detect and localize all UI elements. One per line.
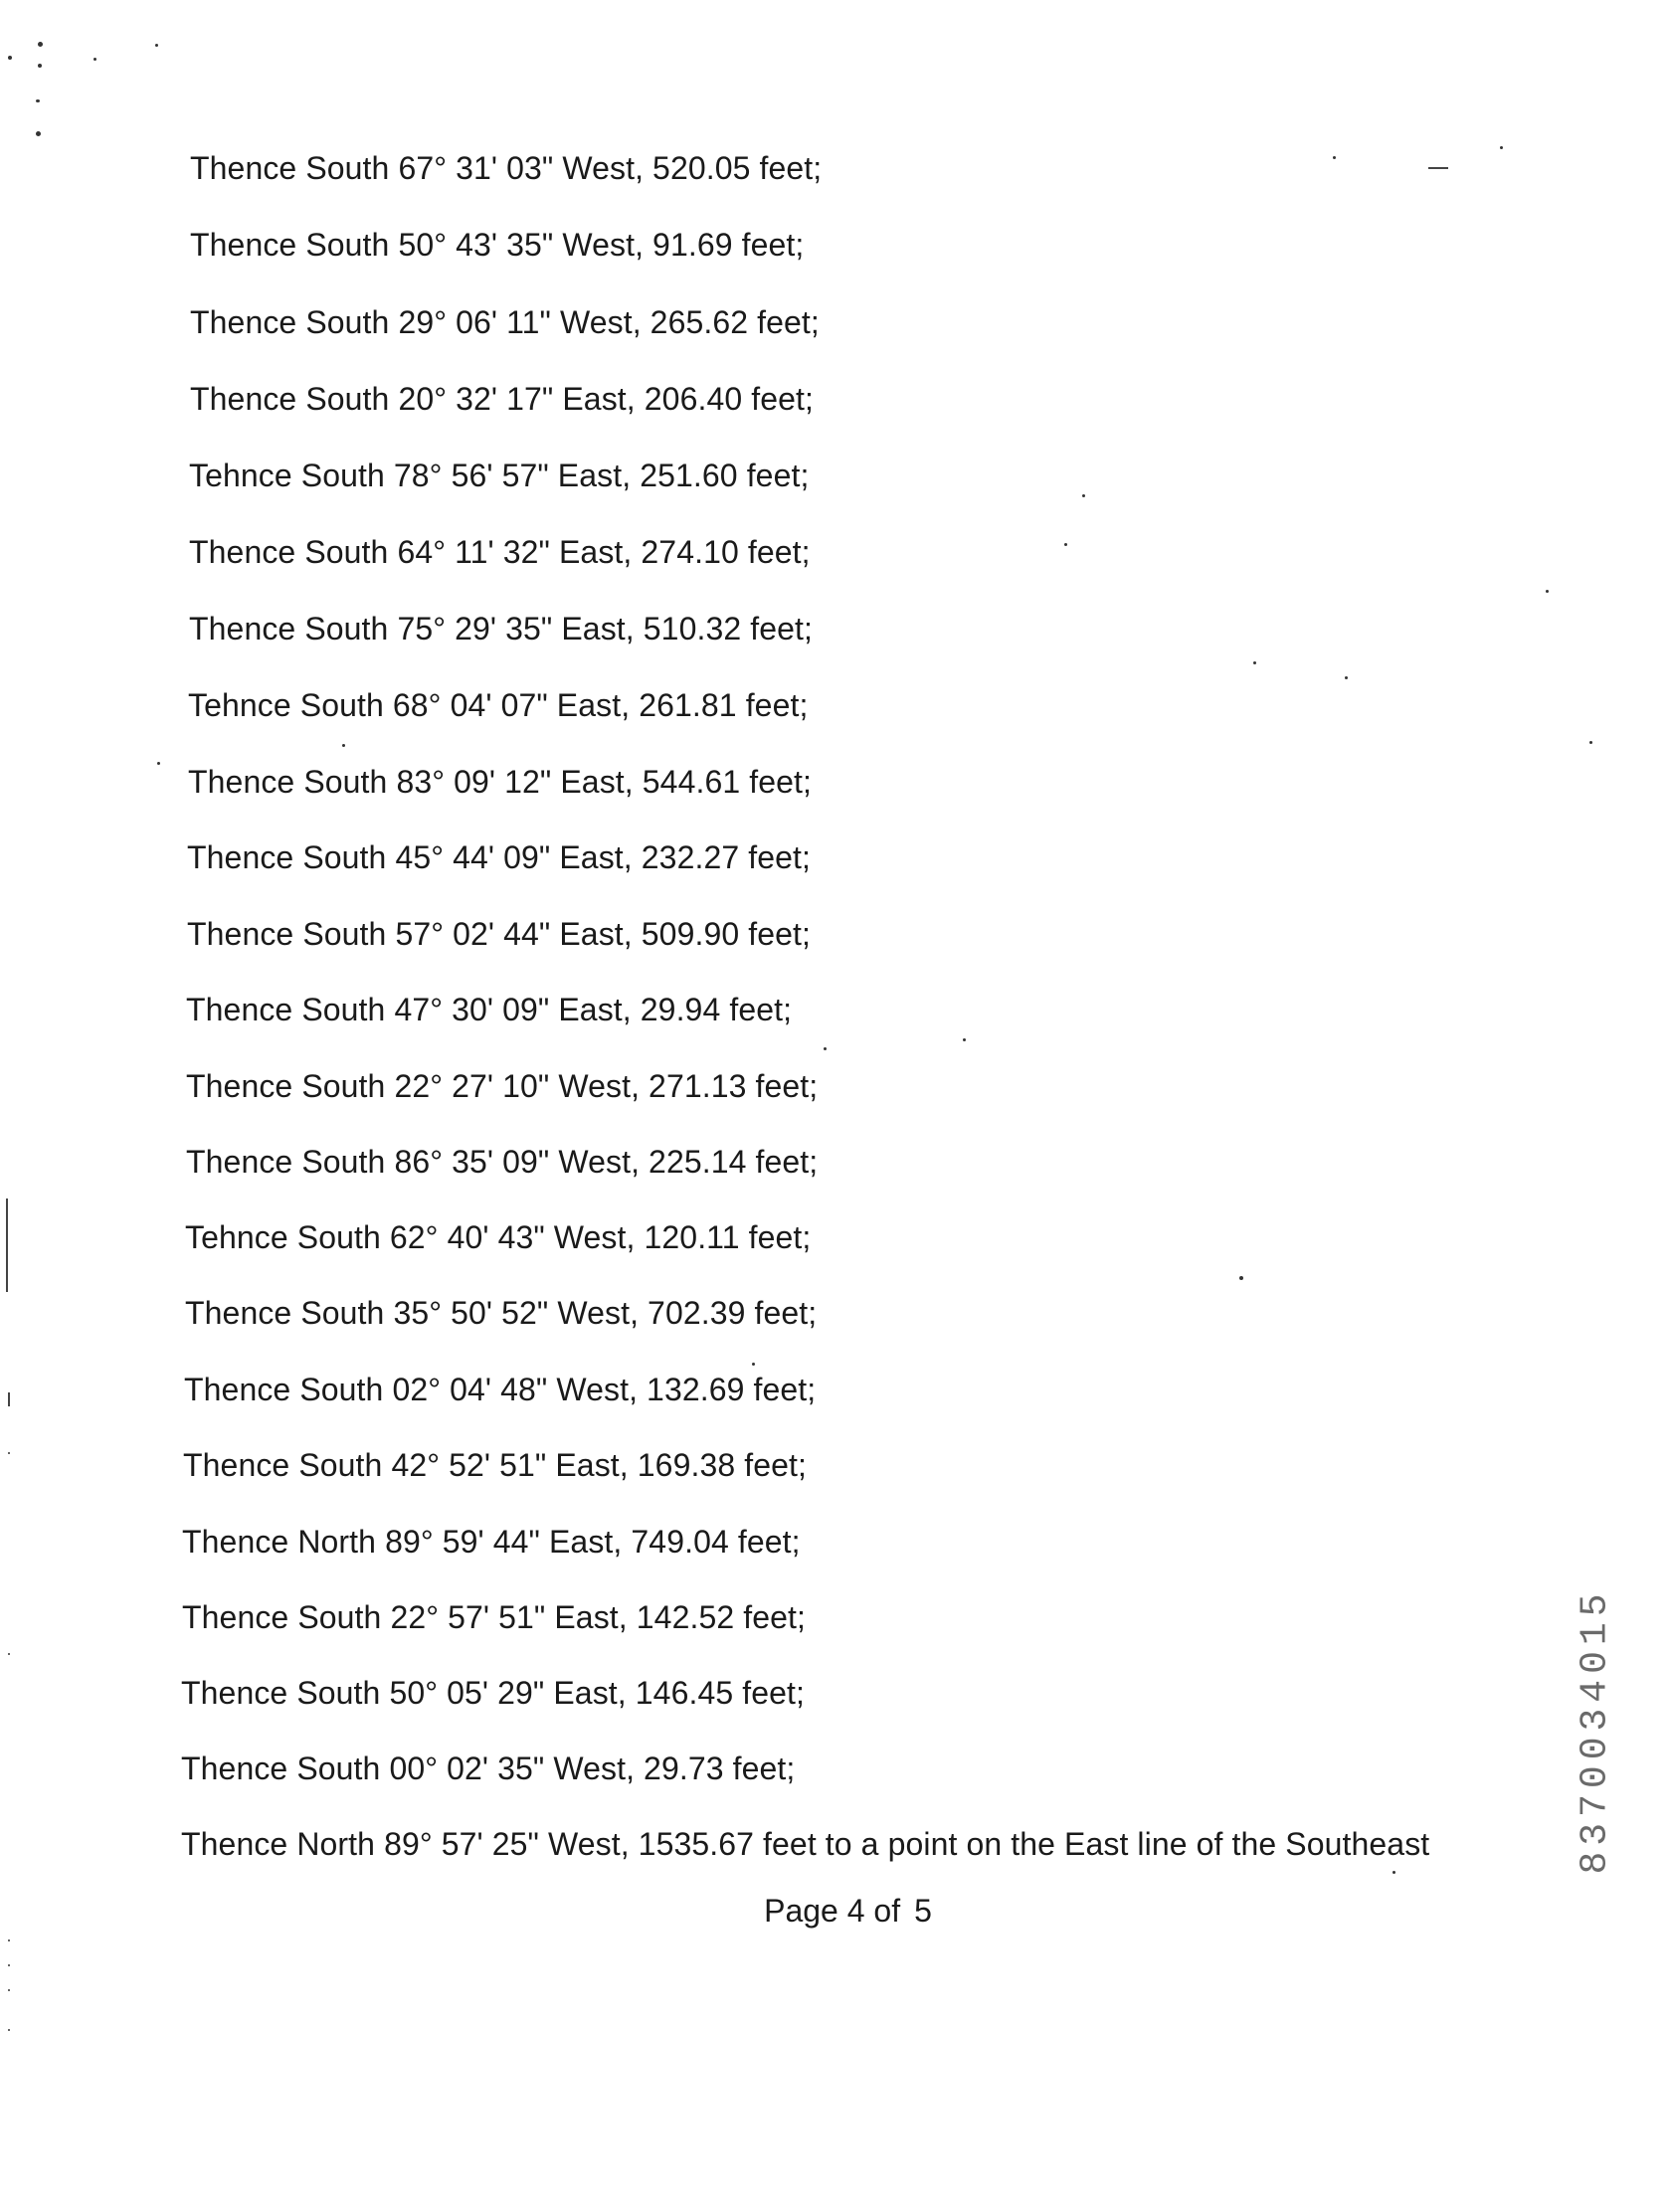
scan-speck (157, 762, 160, 765)
bearing-line-19: Thence North 89° 59' 44" East, 749.04 feet; (182, 1524, 801, 1560)
scan-speck (8, 56, 12, 60)
bearing-line-11: Thence South 57° 02' 44" East, 509.90 feet; (187, 916, 812, 952)
bearing-line-22: Thence South 00° 02' 35" West, 29.73 feet; (181, 1751, 796, 1786)
scan-speck (342, 744, 345, 747)
bearing-line-15: Tehnce South 62° 40' 43" West, 120.11 feet; (185, 1219, 812, 1255)
scan-speck (1064, 543, 1067, 546)
scan-speck (1392, 1871, 1395, 1874)
bearing-line-3: Thence South 29° 06' 11" West, 265.62 feet; (190, 304, 820, 340)
scan-speck (1253, 661, 1256, 664)
scan-speck (36, 131, 41, 136)
bearing-line-6: Thence South 64° 11' 32" East, 274.10 feet; (189, 534, 811, 570)
recording-number-text: 8370034015 (1574, 1586, 1617, 1875)
bearing-line-21: Thence South 50° 05' 29" East, 146.45 feet; (181, 1675, 806, 1711)
scan-speck (1589, 741, 1592, 744)
scan-edge-line (8, 1392, 10, 1406)
page-number-total: 5 (914, 1893, 932, 1929)
recording-number-stamp (1566, 1552, 1625, 1910)
bearing-line-18: Thence South 42° 52' 51" East, 169.38 feet; (183, 1447, 808, 1483)
scan-speck (1546, 590, 1549, 593)
scan-speck (1333, 156, 1336, 159)
bearing-line-8: Tehnce South 68° 04' 07" East, 261.81 feet; (188, 687, 809, 723)
scan-dash (1428, 167, 1448, 169)
scan-speck (8, 1989, 10, 1991)
scan-speck (8, 2029, 10, 2031)
scan-speck (38, 42, 43, 47)
scan-speck (8, 1653, 10, 1655)
scan-speck (8, 1452, 10, 1454)
scan-speck (1082, 494, 1085, 497)
scan-speck (8, 1964, 10, 1966)
scan-speck (1239, 1276, 1243, 1280)
scan-edge-line (6, 1198, 8, 1292)
bearing-line-2: Thence South 50° 43' 35" West, 91.69 feet; (190, 227, 805, 263)
scan-speck (8, 1939, 10, 1941)
bearing-line-20: Thence South 22° 57' 51" East, 142.52 feet; (182, 1599, 807, 1635)
bearing-line-1: Thence South 67° 31' 03" West, 520.05 feet; (190, 150, 823, 186)
page-number-footer (0, 1892, 1671, 1930)
bearing-line-12: Thence South 47° 30' 09" East, 29.94 feet; (186, 992, 793, 1027)
scan-speck (752, 1363, 755, 1366)
bearing-line-9: Thence South 83° 09' 12" East, 544.61 feet; (188, 764, 813, 800)
scan-speck (824, 1047, 827, 1050)
scan-speck (1500, 146, 1503, 149)
scan-speck (38, 64, 42, 68)
scan-speck (963, 1038, 966, 1041)
bearing-line-13: Thence South 22° 27' 10" West, 271.13 feet; (186, 1068, 819, 1104)
bearing-line-10: Thence South 45° 44' 09" East, 232.27 feet; (187, 839, 812, 875)
bearing-line-23: Thence North 89° 57' 25" West, 1535.67 feet to a point on the East line of the Southeast (181, 1826, 1430, 1862)
scan-speck (93, 58, 96, 61)
bearing-line-17: Thence South 02° 04' 48" West, 132.69 feet; (184, 1372, 817, 1407)
scan-speck (36, 99, 40, 102)
bearing-line-7: Thence South 75° 29' 35" East, 510.32 feet; (189, 611, 814, 646)
page-number-label: Page 4 of (764, 1893, 901, 1929)
scan-speck (155, 44, 158, 47)
bearing-line-14: Thence South 86° 35' 09" West, 225.14 feet; (186, 1144, 819, 1180)
bearing-line-16: Thence South 35° 50' 52" West, 702.39 feet; (185, 1295, 818, 1331)
scan-speck (1345, 676, 1348, 679)
bearing-line-4: Thence South 20° 32' 17" East, 206.40 feet; (190, 381, 815, 417)
bearing-line-5: Tehnce South 78° 56' 57" East, 251.60 feet; (189, 458, 810, 493)
